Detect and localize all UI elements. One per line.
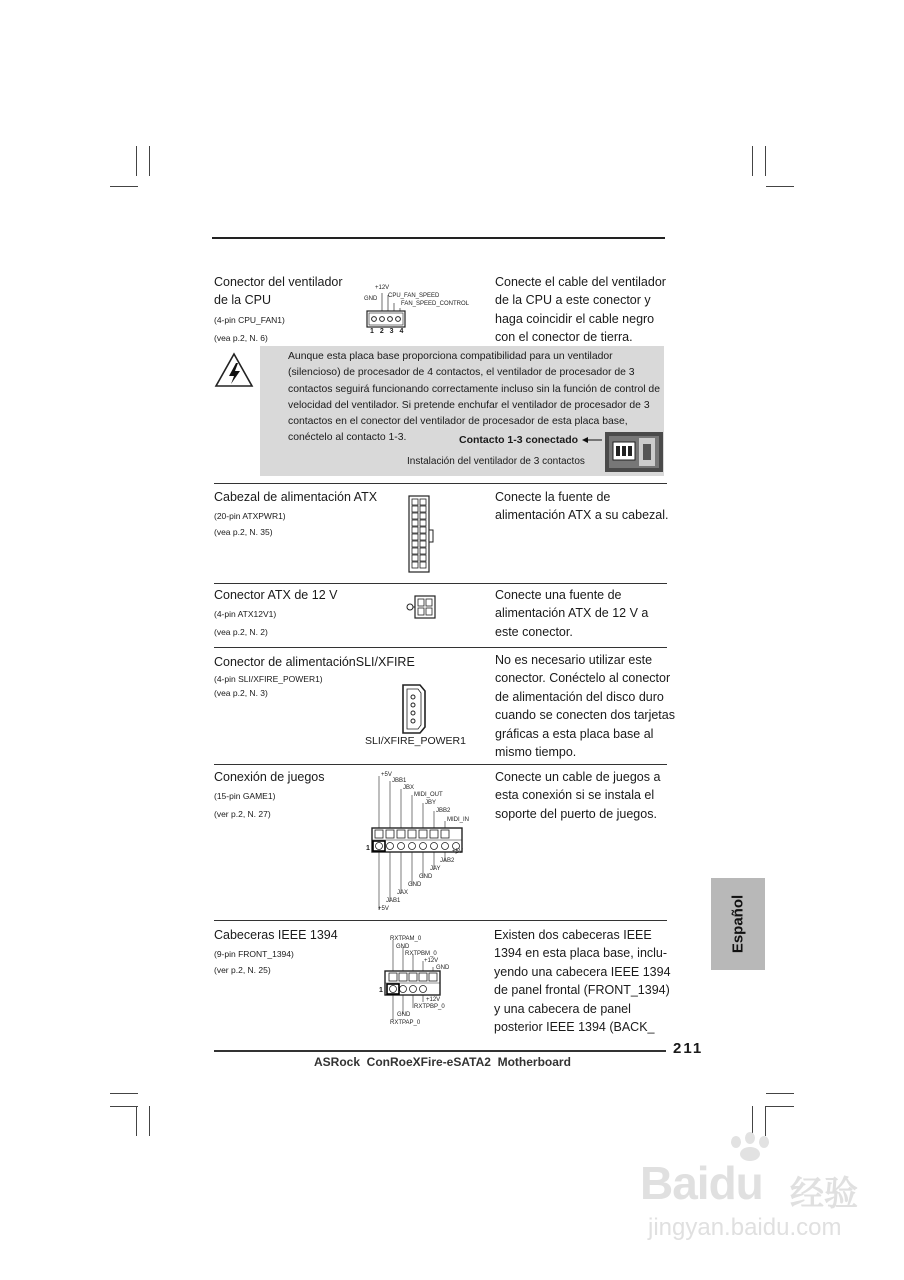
pin-label: GND: [396, 944, 410, 950]
section-title: Cabeceras IEEE 1394: [214, 928, 338, 942]
section-description: [495, 586, 675, 641]
crop-mark: [765, 146, 766, 176]
pin-one-marker: 1: [379, 987, 383, 994]
pin-label: FAN_SPEED_CONTROL: [401, 301, 470, 307]
section-divider: [214, 483, 667, 484]
desc-line: Existen dos cabeceras IEEE: [494, 928, 652, 942]
section-title: de la CPU: [214, 293, 271, 307]
desc-line: esta conexión si se instala el: [495, 788, 655, 803]
pin-label: MIDI_OUT: [414, 792, 443, 798]
pin-spec: (4-pin ATX12V1): [214, 609, 277, 619]
crop-mark: [149, 1106, 150, 1136]
section-description: [495, 651, 680, 761]
note-callout: Contacto 1-3 conectado: [459, 434, 579, 446]
desc-line: yendo una cabecera IEEE 1394: [494, 964, 671, 979]
desc-line: Conecte la fuente de: [495, 490, 611, 504]
ieee1394-connector-diagram: [376, 934, 461, 1030]
page-ref: (ver p.2, N. 27): [214, 809, 271, 819]
pin-label: JBY: [425, 800, 437, 806]
pin-label: JAB2: [440, 858, 455, 864]
crop-mark: [766, 1106, 794, 1107]
desc-line: haga coincidir el cable negro: [495, 311, 655, 326]
pin-label: GND: [419, 874, 433, 880]
section-title: Conexión de juegos: [214, 770, 325, 784]
crop-mark: [149, 146, 150, 176]
desc-line: posterior IEEE 1394 (BACK_: [494, 1020, 655, 1035]
section-title: Conector del ventilador: [214, 275, 343, 289]
pin-label: RXTPBM_0: [405, 951, 437, 957]
crop-mark: [110, 1093, 138, 1094]
molex-connector-icon: [398, 683, 428, 735]
footer-text: ASRock ConRoeXFire-eSATA2 Motherboard: [314, 1055, 571, 1069]
pin-label: JAY: [430, 866, 441, 872]
pin-label: +12V: [375, 285, 390, 291]
pin-label: JAB1: [386, 898, 401, 904]
pin-spec: (4-pin SLI/XFIRE_POWER1): [214, 674, 323, 684]
fan-photo: [605, 432, 663, 472]
pin-spec: (20-pin ATXPWR1): [214, 511, 286, 521]
page-ref: (vea p.2, N. 6): [214, 333, 268, 343]
watermark-url: jingyan.baidu.com: [648, 1214, 842, 1241]
pin-label: RXTPAM_0: [390, 936, 422, 942]
pin-label: MIDI_IN: [447, 817, 470, 823]
crop-mark: [110, 186, 138, 187]
section-divider: [214, 764, 667, 765]
section-title: Cabezal de alimentación ATX: [214, 490, 378, 504]
section-description: [495, 273, 675, 347]
pin-label: +5V: [452, 849, 463, 855]
desc-line: Conecte un cable de juegos a: [495, 770, 661, 784]
pin-label: RXTPAP_0: [390, 1020, 421, 1026]
desc-line: y una cabecera de panel: [494, 1001, 631, 1016]
pin-label: GND: [408, 882, 422, 888]
pin-label: +12V: [426, 997, 441, 1003]
desc-line: alimentación ATX de 12 V a: [495, 606, 649, 621]
section-description: [494, 926, 674, 1036]
pin-label: +5V: [378, 906, 389, 912]
crop-mark: [136, 146, 137, 176]
section-description: [495, 768, 675, 823]
pin-spec: (15-pin GAME1): [214, 791, 276, 801]
section-title: Conector de alimentaciónSLI/XFIRE: [214, 655, 415, 669]
pin-numbers: 1 2 3 4: [370, 328, 406, 335]
desc-line: Conecte una fuente de: [495, 588, 622, 602]
pin-label: RXTPBP_0: [414, 1004, 445, 1010]
footer-rule: [214, 1050, 666, 1052]
pin-label: GND: [364, 296, 378, 302]
cpu-fan-diagram: [360, 283, 490, 341]
desc-line: mismo tiempo.: [495, 745, 577, 760]
arrow-left-icon: [582, 436, 604, 444]
page-ref: (vea p.2, N. 3): [214, 688, 268, 698]
crop-mark: [110, 1106, 138, 1107]
connector-caption: SLI/XFIRE_POWER1: [365, 735, 466, 747]
pin-spec: (9-pin FRONT_1394): [214, 949, 294, 959]
page-number: 211: [673, 1040, 704, 1057]
pin-label: CPU_FAN_SPEED: [388, 293, 440, 299]
game-connector-diagram: [366, 772, 476, 918]
desc-line: con el conector de tierra.: [495, 330, 633, 345]
watermark-chinese: 经验: [790, 1175, 858, 1213]
header-rule: [212, 237, 665, 239]
warning-icon: [214, 352, 254, 388]
pin-one-marker: 1: [366, 845, 370, 852]
page-ref: (ver p.2, N. 25): [214, 965, 271, 975]
desc-line: de alimentación del disco duro: [495, 689, 664, 704]
desc-line: de panel frontal (FRONT_1394): [494, 983, 670, 998]
section-divider: [214, 647, 667, 648]
section-divider: [214, 583, 667, 584]
language-tab: [711, 878, 765, 970]
pin-spec: (4-pin CPU_FAN1): [214, 315, 285, 325]
section-title: Conector ATX de 12 V: [214, 588, 338, 602]
desc-line: No es necesario utilizar este: [495, 653, 653, 667]
note-text: Aunque esta placa base proporciona compatibilidad para un ventilador (silencioso) de procesador de 4 contactos, el ventilador de procesador de 3 contactos seguirá funcionando correctamente incluso sin la función de control de velocidad del ventilador. Si pretende enchufar el ventilador de procesador de 3 contactos en el conector del ventilador de procesador de esta placa base, conéctelo al contacto 1-3.: [288, 351, 660, 444]
pin-label: +12V: [424, 958, 439, 964]
pin-label: JBX: [403, 785, 415, 791]
desc-line: 1394 en esta placa base, inclu-: [494, 946, 668, 961]
desc-line: alimentación ATX a su cabezal.: [495, 508, 669, 523]
desc-line: de la CPU a este conector y: [495, 293, 651, 308]
section-divider: [214, 920, 667, 921]
page-ref: (vea p.2, N. 2): [214, 627, 268, 637]
pin-label: JAX: [397, 890, 409, 896]
pin-label: +5V: [381, 772, 392, 778]
pin-label: GND: [397, 1012, 411, 1018]
atx-power-connector-icon: [406, 494, 436, 574]
crop-mark: [752, 146, 753, 176]
pin-label: JBB2: [436, 808, 451, 814]
desc-line: soporte del puerto de juegos.: [495, 806, 657, 821]
pin-label: JBB1: [392, 778, 407, 784]
desc-line: Conecte el cable del ventilador: [495, 275, 666, 289]
watermark: [640, 1132, 890, 1252]
note-box: [260, 346, 664, 476]
crop-mark: [766, 186, 794, 187]
note-caption: Instalación del ventilador de 3 contactos: [407, 456, 585, 467]
language-label: Español: [729, 894, 747, 954]
crop-mark: [136, 1106, 137, 1136]
desc-line: gráficas a esta placa base al: [495, 726, 654, 741]
desc-line: cuando se conecten dos tarjetas: [495, 708, 675, 723]
pin-label: GND: [436, 965, 450, 971]
atx12v-connector-icon: [404, 594, 438, 620]
crop-mark: [766, 1093, 794, 1094]
desc-line: conector. Conéctelo al conector: [495, 671, 671, 686]
page-ref: (vea p.2, N. 35): [214, 527, 273, 537]
section-description: [495, 488, 675, 525]
ieee1394-connector-icon: [376, 934, 461, 1030]
desc-line: este conector.: [495, 624, 573, 639]
watermark-brand: Baidu: [640, 1157, 763, 1209]
